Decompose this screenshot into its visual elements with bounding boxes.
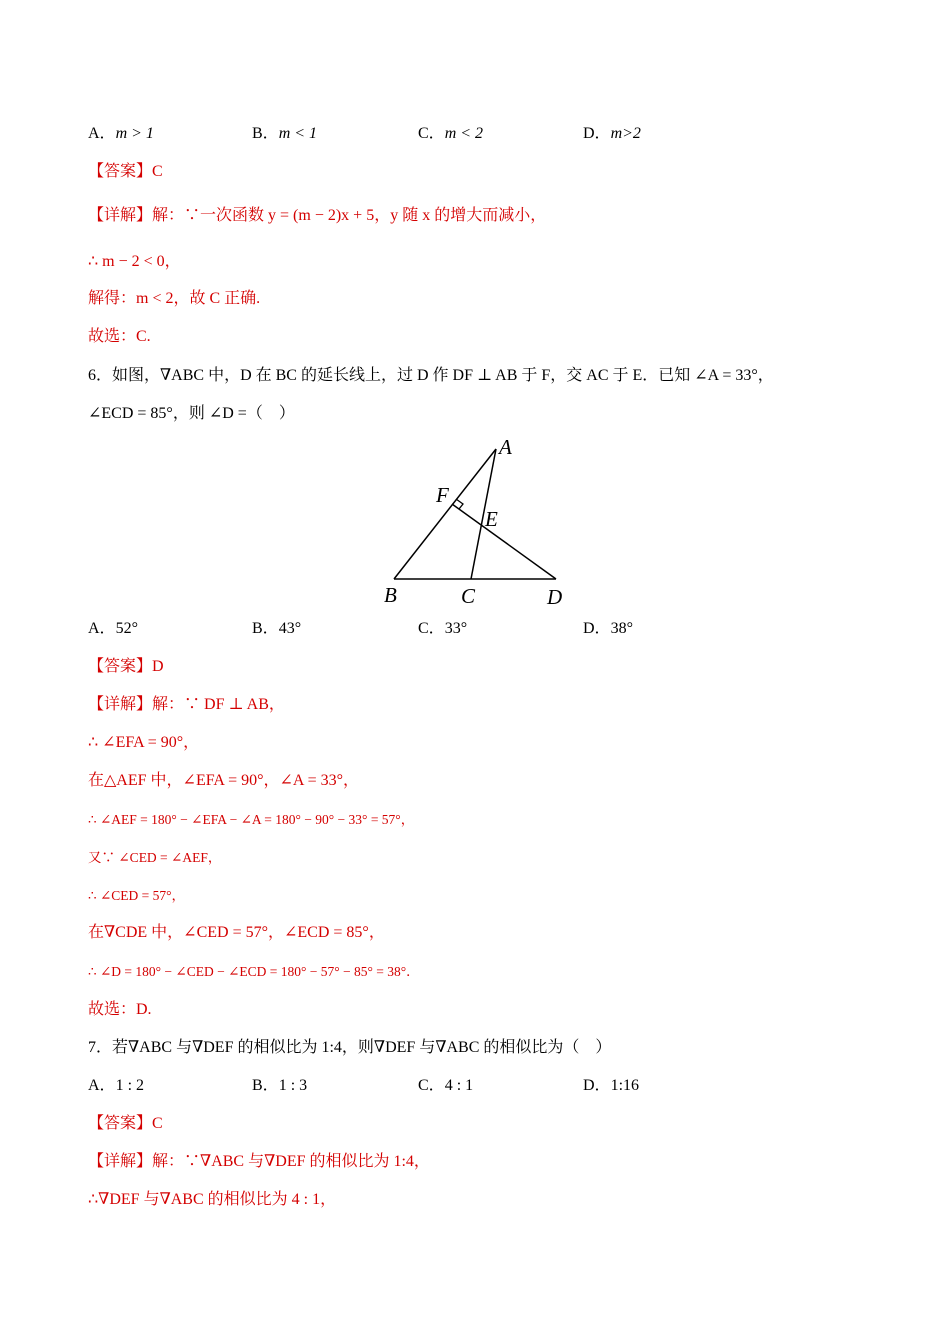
q6-option-a: A．52°: [88, 620, 138, 637]
q6-detail-line-6: ∴ ∠CED = 57°，: [88, 888, 186, 903]
q5-option-d: D．m>2: [583, 125, 641, 142]
q5-option-c: C．m < 2: [418, 125, 484, 142]
q6-detail-line-4: ∴ ∠AEF = 180° − ∠EFA − ∠A = 180° − 90° − 33° = 57°，: [88, 812, 415, 827]
q6-detail-line-2: ∴ ∠EFA = 90°，: [88, 734, 200, 751]
q6-option-b: B．43°: [252, 620, 302, 637]
q6-stem-line-1: 6．如图，∇ABC 中，D 在 BC 的延长线上，过 D 作 DF ⊥ AB 于 F，交 AC 于 E．已知 ∠A = 33°，: [88, 367, 774, 384]
q7-detail-line-1: 【详解】解：∵∇ABC 与∇DEF 的相似比为 1:4，: [88, 1153, 430, 1170]
label-b: B: [384, 583, 397, 607]
label-e: E: [485, 507, 498, 531]
q7-stem: 7．若∇ABC 与∇DEF 的相似比为 1:4，则∇DEF 与∇ABC 的相似比为（ ）: [88, 1039, 612, 1056]
q6-triangle-figure: [370, 430, 590, 610]
label-d: D: [547, 585, 563, 609]
label-c: C: [461, 584, 476, 608]
q6-detail-line-7: 在∇CDE 中，∠CED = 57°，∠ECD = 85°，: [88, 924, 385, 941]
q6-detail-line-9: 故选：D.: [88, 1001, 152, 1018]
q7-detail-line-2: ∴∇DEF 与∇ABC 的相似比为 4 : 1，: [88, 1191, 337, 1208]
q6-option-c: C．33°: [418, 620, 468, 637]
q7-option-b: B．1 : 3: [252, 1077, 308, 1094]
q6-detail-line-8: ∴ ∠D = 180° − ∠CED − ∠ECD = 180° − 57° − 85° = 38°．: [88, 964, 420, 979]
q5-detail-line-1: 【详解】解：∵一次函数 y = (m − 2)x + 5，y 随 x 的增大而减小，: [88, 207, 547, 224]
q7-answer: 【答案】C: [88, 1115, 163, 1132]
label-f: F: [436, 483, 449, 507]
q7-option-d: D．1:16: [583, 1077, 640, 1094]
q5-option-b: B．m < 1: [252, 125, 318, 142]
q7-option-a: A．1 : 2: [88, 1077, 145, 1094]
q6-detail-line-1: 【详解】解：∵ DF ⊥ AB，: [88, 696, 285, 713]
q5-option-a: A．m > 1: [88, 125, 154, 142]
q6-stem-line-2: ∠ECD = 85°，则 ∠D =（ ）: [88, 405, 295, 422]
q7-option-c: C．4 : 1: [418, 1077, 474, 1094]
q6-detail-line-5: 又∵ ∠CED = ∠AEF，: [88, 850, 222, 865]
q5-answer: 【答案】C: [88, 163, 163, 180]
q5-detail-line-2: ∴ m − 2 < 0，: [88, 253, 181, 270]
segment-ab: [394, 449, 496, 579]
q6-detail-line-3: 在△AEF 中，∠EFA = 90°，∠A = 33°，: [88, 772, 360, 789]
q6-option-d: D．38°: [583, 620, 633, 637]
q6-answer: 【答案】D: [88, 658, 164, 675]
label-a: A: [499, 435, 512, 459]
q5-detail-line-4: 故选：C.: [88, 328, 151, 345]
segment-df: [452, 504, 556, 579]
q5-detail-line-3: 解得：m < 2，故 C 正确.: [88, 290, 261, 307]
